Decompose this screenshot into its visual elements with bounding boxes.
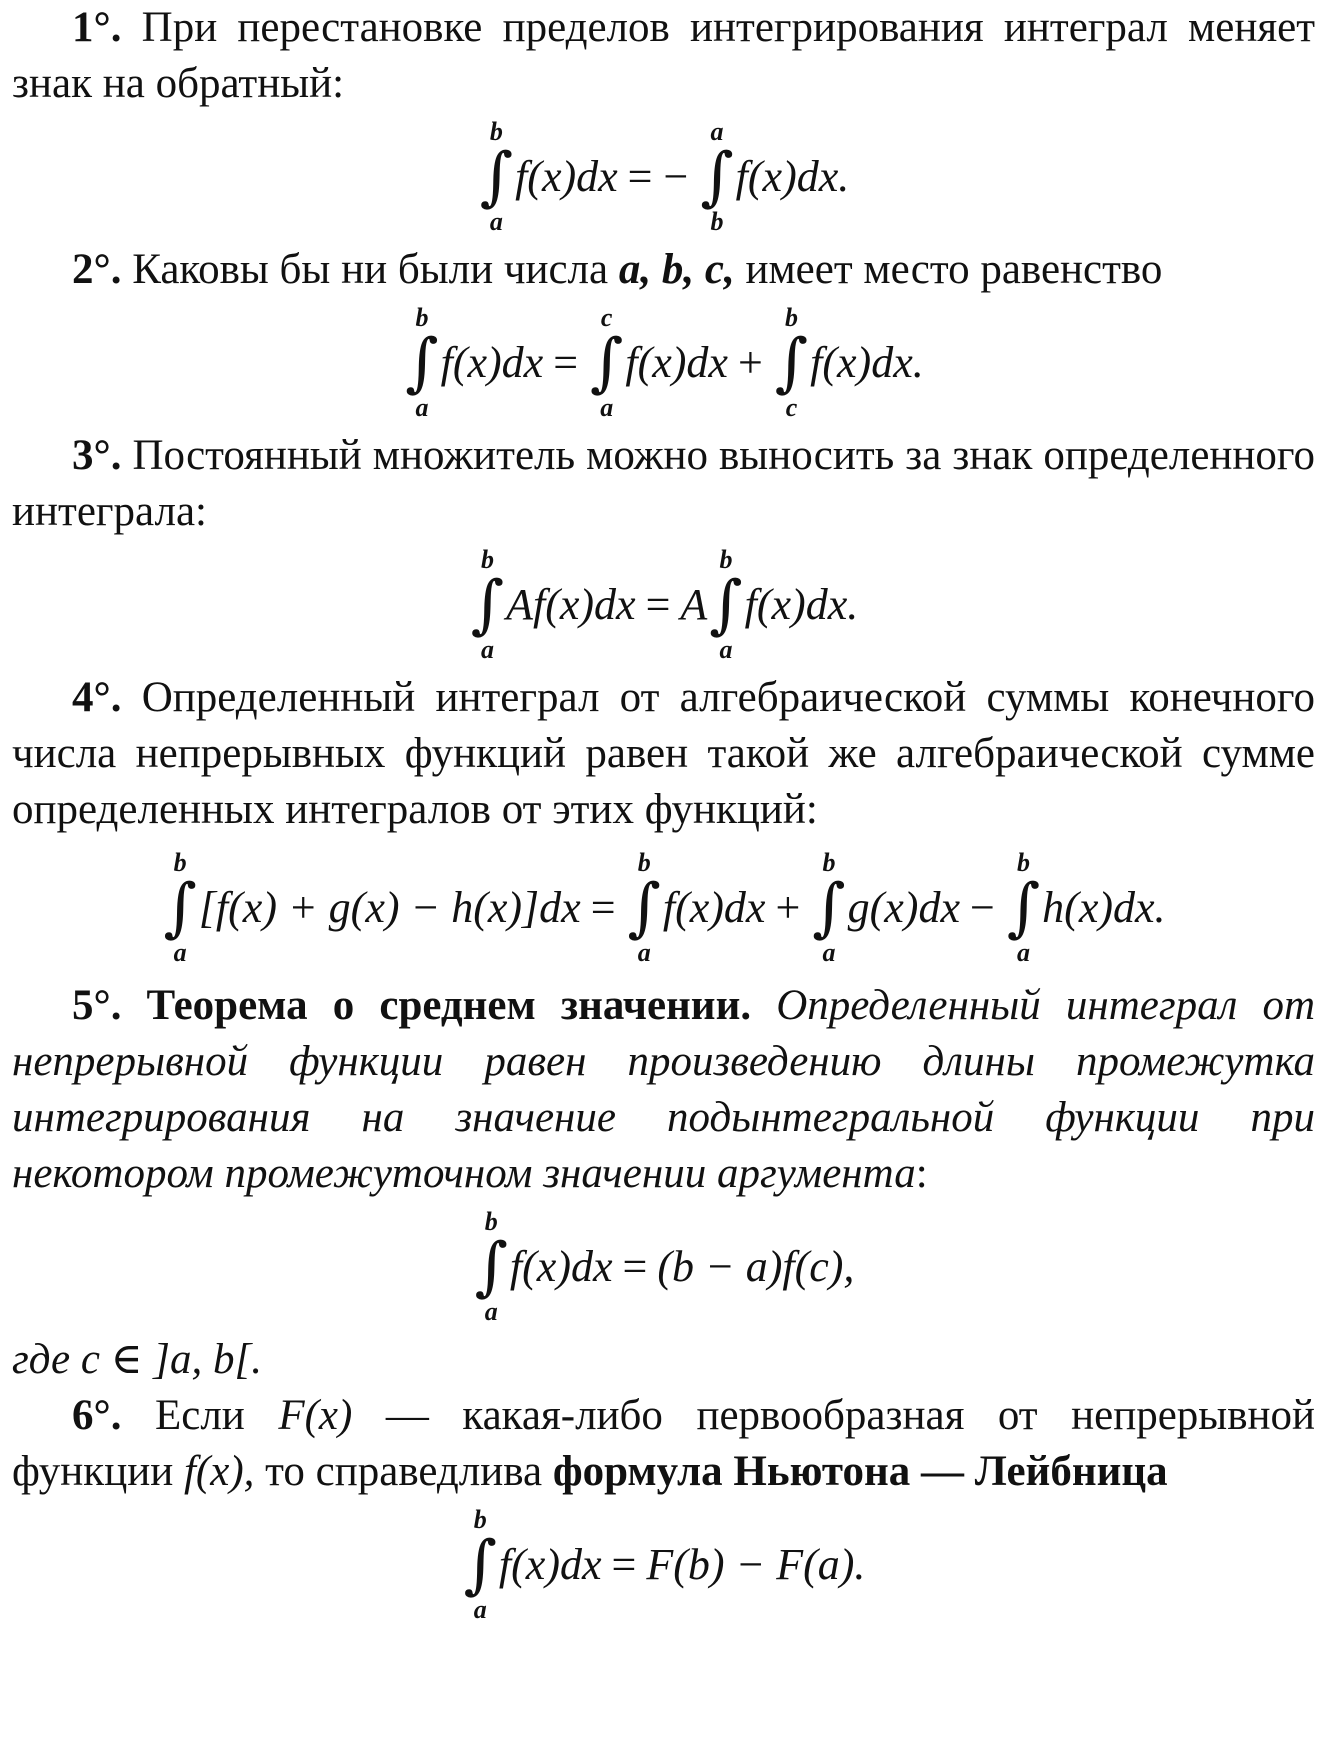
property-number: 5°.	[72, 982, 122, 1029]
property-text: — какая-либо первообразная от непрерывной функции	[12, 1392, 1316, 1495]
property-1	[12, 0, 1315, 112]
where-clause: где c ∈ ]a, b[.	[12, 1336, 263, 1383]
right-hand-side: F(b) − F(a).	[646, 1540, 866, 1589]
integrand: f(x)dx	[509, 1242, 613, 1291]
plus-sign: +	[775, 883, 801, 932]
integral-symbol: ∫	[479, 140, 514, 214]
relation: =	[611, 1540, 637, 1589]
upper-limit: b	[637, 848, 651, 877]
integral-sign	[464, 1507, 497, 1623]
upper-limit: b	[822, 848, 836, 877]
integrand: f(x)dx	[498, 1540, 602, 1589]
upper-limit: a	[710, 117, 724, 146]
formula-3	[12, 540, 1315, 670]
property-2	[12, 242, 1315, 298]
property-text: Определенный интеграл от алгебраической суммы конечного числа непрерывных функций равен такой же алгебраической сумме определенных интегралов от этих функций:	[12, 674, 1315, 833]
lower-limit: a	[473, 1595, 487, 1624]
integral-sign	[775, 305, 808, 421]
property-number: 1°.	[72, 4, 122, 51]
formula-5	[12, 1202, 1315, 1332]
minus-sign: −	[970, 883, 995, 932]
integral-symbol: ∫	[700, 140, 734, 214]
integral-sign	[709, 547, 742, 663]
right-hand-side: (b − a)f(c),	[657, 1242, 855, 1291]
lower-limit: a	[637, 938, 651, 967]
integral-symbol: ∫	[627, 871, 661, 945]
antiderivative: F(x)	[278, 1392, 353, 1439]
integral-symbol: ∫	[812, 871, 846, 945]
function: f(x),	[183, 1448, 255, 1495]
upper-limit: b	[489, 117, 503, 146]
property-3	[12, 428, 1315, 540]
upper-limit: b	[173, 848, 187, 877]
property-vars: a, b, c,	[618, 246, 735, 293]
upper-limit: b	[1017, 848, 1030, 877]
lower-limit: a	[173, 938, 187, 967]
colon: :	[915, 1150, 928, 1197]
relation: =	[622, 1242, 648, 1291]
integral-symbol: ∫	[463, 1528, 497, 1602]
property-text: Постоянный множитель можно выносить за знак определенного интеграла:	[12, 432, 1315, 535]
integrand: Af(x)dx	[506, 580, 636, 629]
property-text: имеет место равенство	[745, 246, 1163, 293]
integrand: h(x)dx.	[1042, 883, 1166, 932]
integrand: [f(x) + g(x) − h(x)]dx	[198, 883, 581, 932]
property-number: 6°.	[72, 1392, 122, 1439]
integrand: f(x)dx.	[744, 580, 859, 629]
formula-name: формула Ньютона — Лейбница	[552, 1448, 1168, 1495]
integral-sign	[812, 850, 845, 966]
lower-limit: a	[489, 207, 503, 236]
formula-1	[12, 112, 1315, 242]
formula-6	[12, 1500, 1315, 1630]
formula-2	[12, 298, 1315, 428]
integral-sign	[405, 305, 438, 421]
integral-symbol: ∫	[774, 326, 809, 400]
upper-limit: b	[484, 1207, 498, 1236]
property-text: Каковы бы ни были числа	[132, 246, 609, 293]
property-text: Если	[154, 1392, 245, 1439]
lower-limit: a	[600, 393, 614, 422]
lower-limit: a	[484, 1297, 498, 1326]
upper-limit: c	[600, 303, 613, 332]
upper-limit: b	[719, 545, 733, 574]
upper-limit: b	[784, 303, 798, 332]
integral-symbol: ∫	[709, 568, 743, 642]
integrand: g(x)dx	[847, 883, 960, 932]
lower-limit: a	[822, 938, 836, 967]
integral-symbol: ∫	[1006, 871, 1041, 945]
integral-symbol: ∫	[405, 326, 439, 400]
integral-sign	[163, 850, 196, 966]
relation: = −	[627, 152, 689, 201]
integral-sign	[471, 547, 504, 663]
integrand: f(x)dx	[440, 338, 544, 387]
formula-4	[12, 838, 1315, 978]
integrand: f(x)dx	[662, 883, 766, 932]
integrand: f(x)dx.	[735, 152, 850, 201]
upper-limit: b	[415, 303, 429, 332]
integral-sign	[700, 119, 733, 235]
integral-sign	[628, 850, 661, 966]
upper-limit: b	[473, 1505, 487, 1534]
lower-limit: c	[785, 393, 798, 422]
integrand: f(x)dx.	[810, 338, 924, 387]
integral-symbol: ∫	[163, 871, 197, 945]
lower-limit: a	[415, 393, 429, 422]
integral-sign	[475, 1209, 508, 1325]
integrand: f(x)dx	[515, 152, 618, 201]
relation: =	[590, 883, 616, 932]
property-number: 3°.	[72, 432, 122, 479]
integral-symbol: ∫	[470, 568, 505, 642]
plus-sign: +	[737, 338, 763, 387]
lower-limit: a	[480, 635, 494, 664]
lower-limit: b	[710, 207, 724, 236]
property-number: 4°.	[72, 674, 122, 721]
theorem-title: Теорема о среднем значении.	[146, 982, 752, 1029]
integral-sign	[590, 305, 623, 421]
theorem-text: Определенный интеграл от непрерывной функции равен произведению длины промежутка интегрирования на значение подынтегральной функции при некотором промежуточном значении аргумента	[12, 982, 1316, 1197]
property-6	[12, 1388, 1315, 1500]
integral-sign	[1007, 850, 1040, 966]
relation: =	[645, 580, 671, 629]
property-text: то справедлива	[265, 1448, 543, 1495]
lower-limit: a	[719, 635, 733, 664]
property-number: 2°.	[72, 246, 122, 293]
integral-symbol: ∫	[590, 326, 624, 400]
lower-limit: a	[1017, 938, 1030, 967]
property-text: При перестановке пределов интегрирования интеграл меняет знак на обратный:	[12, 4, 1315, 107]
constant-factor: A	[680, 580, 708, 629]
integrand: f(x)dx	[625, 338, 728, 387]
relation: =	[553, 338, 579, 387]
property-5	[12, 978, 1315, 1202]
integral-sign	[480, 119, 513, 235]
integral-symbol: ∫	[474, 1230, 508, 1304]
upper-limit: b	[480, 545, 494, 574]
property-4	[12, 670, 1315, 838]
